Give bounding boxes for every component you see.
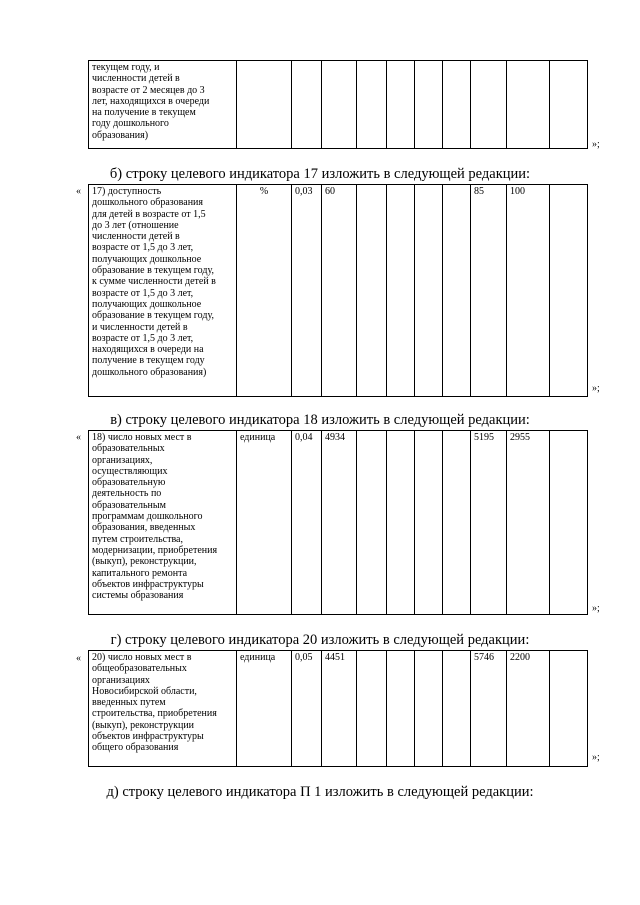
value-cell [387,61,415,149]
value-cell [443,185,471,397]
opening-quote: « [76,432,81,443]
weight-cell: 0,05 [292,651,322,767]
section-heading: г) строку целевого индикатора 20 изложить в следующей редакции: [110,632,530,648]
unit-cell: единица [237,651,292,767]
indicator-table-prev [88,60,588,149]
value-cell [550,185,588,397]
value-cell [443,431,471,615]
weight-cell: 0,04 [292,431,322,615]
weight-cell [292,61,322,149]
value-cell [550,431,588,615]
value-cell [322,61,357,149]
value-cell: 4934 [322,431,357,615]
value-cell [507,61,550,149]
unit-cell: % [237,185,292,397]
indicator-table-20 [88,650,588,767]
section-heading: б) строку целевого индикатора 17 изложить в следующей редакции: [109,166,531,182]
value-cell [415,651,443,767]
value-cell [443,61,471,149]
closing-quote: »; [592,603,600,614]
value-cell [387,185,415,397]
value-cell: 100 [507,185,550,397]
table-row [89,185,588,397]
indicator-description: 18) число новых мест в образовательных организациях, осуществляющих образовательную деятельность по образовательным программам дошкольного образования, введенных путем строительства, модернизации, приобретения (выкуп), реконструкции, капитального ремонта объектов инфраструктуры системы образования [89,431,237,615]
closing-quote: »; [592,139,600,150]
table-row [89,431,588,615]
value-cell [357,431,387,615]
unit-cell: единица [237,431,292,615]
section-heading: д) строку целевого индикатора П 1 изложить в следующей редакции: [106,784,534,800]
value-cell: 2955 [507,431,550,615]
value-cell: 5746 [471,651,507,767]
value-cell [387,431,415,615]
opening-quote: « [76,653,81,664]
value-cell [387,651,415,767]
indicator-description: 17) доступность дошкольного образования для детей в возрасте от 1,5 до 3 лет (отношение численности детей в возрасте от 1,5 до 3 лет, получающих дошкольное образование в текущем году, к сумме численности детей в возрасте от 1,5 до 3 лет, получающих дошкольное образование в текущем году, и численности детей в возрасте от 1,5 до 3 лет, находящихся в очереди на получение в текущем году дошкольного образования) [89,185,237,397]
value-cell: 4451 [322,651,357,767]
unit-cell [237,61,292,149]
value-cell [357,651,387,767]
weight-cell: 0,03 [292,185,322,397]
table-row [89,651,588,767]
value-cell: 2200 [507,651,550,767]
value-cell [471,61,507,149]
closing-quote: »; [592,383,600,394]
section-heading: в) строку целевого индикатора 18 изложить в следующей редакции: [110,412,530,428]
value-cell [357,185,387,397]
value-cell [550,651,588,767]
closing-quote: »; [592,752,600,763]
indicator-table-17 [88,184,588,397]
indicator-table-18 [88,430,588,615]
value-cell [443,651,471,767]
value-cell [415,61,443,149]
value-cell [357,61,387,149]
value-cell [550,61,588,149]
value-cell: 60 [322,185,357,397]
opening-quote: « [76,186,81,197]
table-row [89,61,588,149]
value-cell [415,431,443,615]
value-cell: 5195 [471,431,507,615]
value-cell [415,185,443,397]
indicator-description: 20) число новых мест в общеобразовательных организациях Новосибирской области, введенных путем строительства, приобретения (выкуп), реконструкции объектов инфраструктуры общего образования [89,651,237,767]
value-cell: 85 [471,185,507,397]
indicator-description: текущем году, и численности детей в возрасте от 2 месяцев до 3 лет, находящихся в очереди на получение в текущем году дошкольного образования) [89,61,237,149]
